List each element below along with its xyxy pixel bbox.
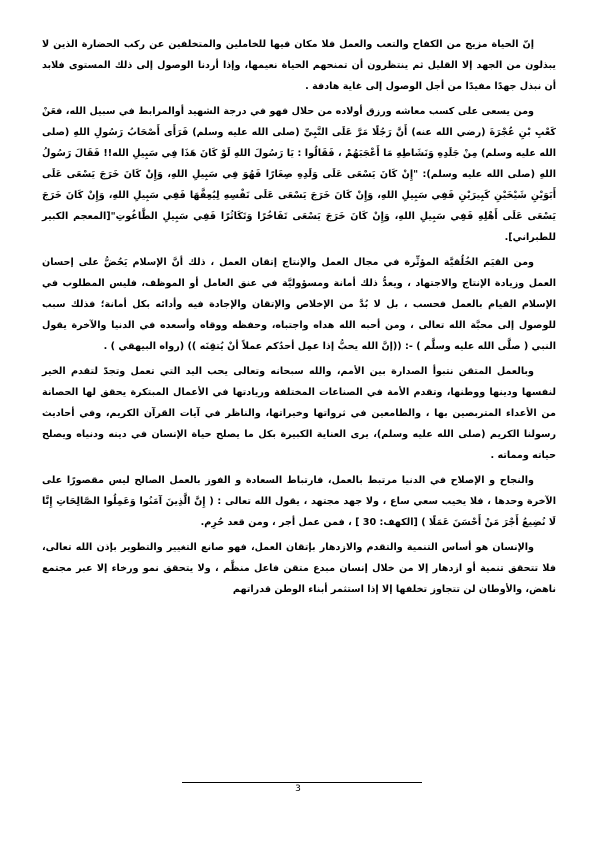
paragraph-life-struggle: إنّ الحياة مزيج من الكفاح والتعب والعمل فلا مكان فيها للخاملين والمتخلفين عن ركب الحضارة الذين لا يبذلون من الجهد إلا القليل ثم ينتظرون أن تمنحهم الحياة نعيمها، وإذا أردنا الوصول إلى ذلك المستوى فلابد أن نبذل جهدًا مفيدًا من أجل الوصول إلى غاية هادفة .: [42, 39, 556, 92]
paragraph-success-reform: والنجاح و الإصلاح في الدنيا مرتبط بالعمل، فارتباط السعادة و الفوز بالعمل الصالح ليس مقصورًا على الآخرة وحدها ، فلا يخيب سعي ساع ، ولا جهد مجتهد ، يقول الله تعالى : ( إِنَّ الَّذِينَ آمَنُوا وَعَمِلُوا الصَّالِحَاتِ إِنَّا لَا نُضِيعُ أَجْرَ مَنْ أَحْسَنَ عَمَلًا ) [الكهف: 30 ] ، فمن عمل أجر ، ومن قعد حُرِم.: [42, 475, 556, 528]
paragraph-nations-leadership: وبالعمل المتقن نتبوأ الصدارة بين الأمم، والله سبحانه وتعالى يحب اليد التي تعمل وتجدّ لتقدم الخير لنفسها ودينها ووطنها، وتقدم الأمة في الصناعات المختلفة وريادتها في الأعمال المبتكرة يحقق لها الحصانة من الأعداء المتربصين بها ، والطامعين في ثرواتها وخيراتها، والناظر في آيات القرآن الكريم، وفي أحاديث رسولنا الكريم (صلى الله عليه وسلم)، يرى العناية الكبيرة بكل ما يصلح حياة الإنسان في دينه ودنياه ويصلح حياته ومماته .: [42, 366, 556, 461]
paragraph-work-perfection: ومن القيَم الخُلُقيَّة المؤثِّرة في مجال العمل والإنتاج إتقان العمل ، ذلك أنَّ الإسلام يَحُضُّ على إحسان العمل وزيادة الإنتاج والاجتهاد ، ويعدُّ ذلك أمانة ومسؤوليَّة في عنق العامل أو الموظف، فليس المطلوب في الإسلام القيام بالعمل فحسب ، بل لا بُدَّ من الإخلاص والإتقان والإجادة فيه وأدائه بكل أمانة؛ فذلك سبب للوصول إلى محبَّة الله تعالى ، ومن أحبه الله هداه واجتباه، وحفظه ووقاه وأسعده في الدنيا والآخرة يقول النبي ( صلَّى الله عليه وسلَّم ) -: ((إنَّ الله يحبُّ إذا عمِل أحدُكم عملاً أنْ يُتقِنَه )) (رواه البيهقي ) .: [42, 257, 556, 352]
body-text: [42, 34, 556, 603]
page-number: 3: [295, 784, 301, 794]
paragraph-human-development: والإنسان هو أساس التنمية والتقدم والازدهار بإتقان العمل، فهو صانع التغيير والتطوير بإذن الله تعالى، فلا تتحقق تنمية أو ازدهار إلا من خلال إنسان مبدع متقن فاعل منظَّم ، ولا يتحقق نمو ورخاء إلا عبر مجتمع ناهض، والأوطان لن تتجاوز تخلفها إلا إذا استثمر أبناء الوطن قدراتهم: [42, 542, 556, 595]
paragraph-earning-livelihood-hadith: ومن يسعى على كسب معاشه ورزق أولاده من حلال فهو في درجة الشهيد أوالمرابط في سبيل الله، فعَنْ كَعْبِ بْنِ عُجْرَةَ (رضي الله عنه) أَنَّ رَجُلًا مَرَّ عَلَى النَّبِيِّ (صلى الله عليه وسلم) فَرَأَى أَصْحَابُ رَسُولِ اللهِ (صلى الله عليه وسلم) مِنْ جَلَدِهِ وَنَشَاطِهِ مَا أَعْجَبَهُمْ ، فَقَالُوا : يَا رَسُولَ اللهِ لَوْ كَانَ هَذَا فِي سَبِيلِ الله!! فَقَالَ رَسُولُ اللهِ (صلى الله عليه وسلم): "إِنْ كَانَ يَسْعَى عَلَى وَلَدِهِ صِغَارًا فَهُوَ فِي سَبِيلِ اللهِ، وَإِنْ كَانَ خَرَجَ يَسْعَى عَلَى أَبَوَيْنِ شَيْخَيْنِ كَبِيرَيْنِ فَفِي سَبِيلِ اللهِ، وَإِنْ كَانَ خَرَجَ يَسْعَى عَلَى نَفْسِهِ لِيُعِفَّهَا فَفِي سَبِيلِ اللهِ، وَإِنْ كَانَ خَرَجَ يَسْعَى عَلَى أَهْلِهِ فَفِي سَبِيلِ اللهِ، وَإِنْ كَانَ خَرَجَ يَسْعَى تَفَاخُرًا وَتَكَاثُرًا فَفِي سَبِيلِ الطَّاغُوتِ"[المعجم الكبير للطبراني].: [42, 106, 556, 243]
